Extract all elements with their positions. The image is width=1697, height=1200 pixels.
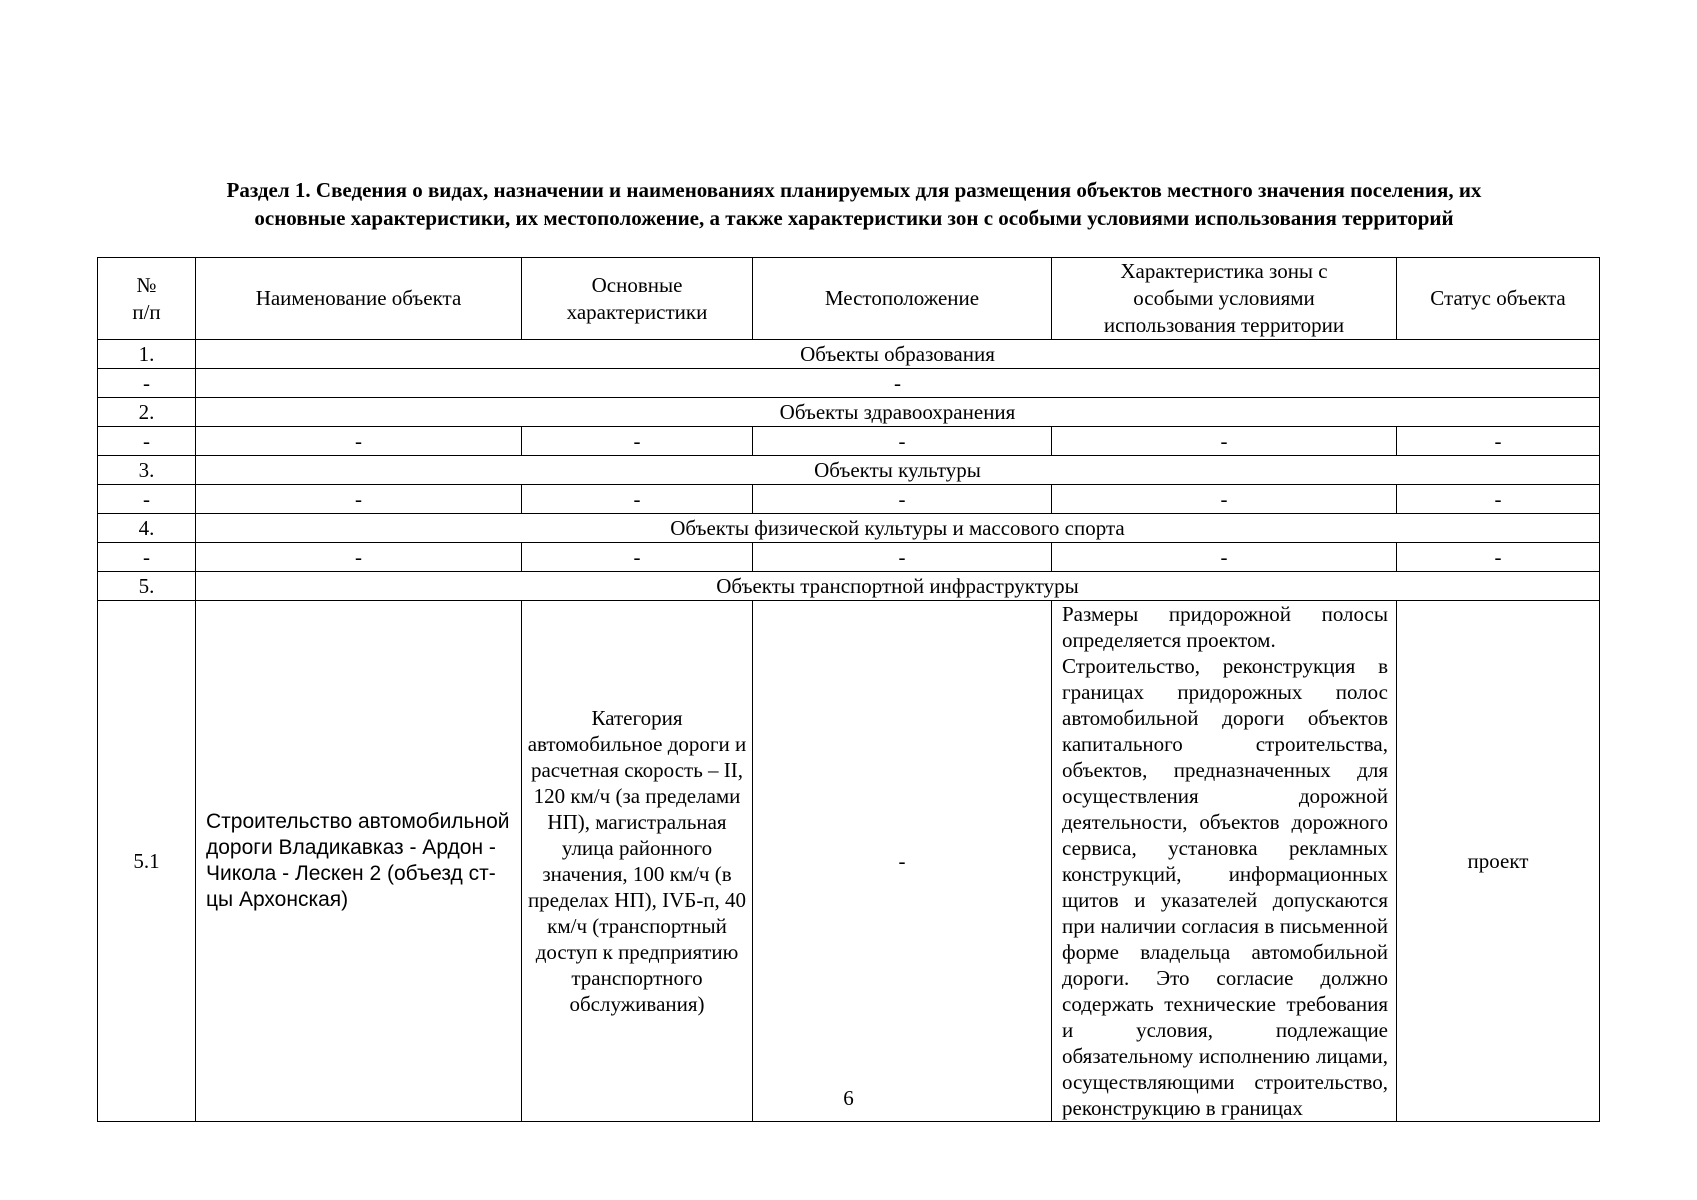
section-num: 1.: [98, 340, 196, 369]
zone-paragraph-2: Строительство, реконструкция в границах придорожных полос автомобильной дороги объектов капитального строительства, объектов, предназначенных для осуществления дорожной деятельности, объектов дорожного сервиса, установка рекламных конструкций, информационных щитов и указателей допускаются при наличии согласия в письменной форме владельца автомобильной дороги. Это согласие должно содержать технические требования и условия, подлежащие обязательному исполнению лицами, осуществляющими строительство, реконструкцию в границах: [1062, 654, 1388, 1120]
section-row: [98, 514, 1600, 543]
dash-cell: -: [98, 485, 196, 514]
dash-cell: -: [522, 543, 753, 572]
dash-cell: -: [753, 427, 1052, 456]
dash-cell: -: [196, 543, 522, 572]
header-zone: Характеристика зоны с особыми условиями использования территории: [1052, 258, 1397, 340]
dash-cell: -: [98, 543, 196, 572]
dash-cell: -: [1397, 427, 1600, 456]
page-number: 6: [843, 1086, 854, 1110]
heading-line-1: Раздел 1. Сведения о видах, назначении и наименованиях планируемых для размещения объектов местного значения поселения, их: [226, 178, 1482, 202]
dash-cell: -: [522, 485, 753, 514]
dash-cell: -: [753, 485, 1052, 514]
row-num: 5.1: [98, 601, 196, 1122]
section-row: [98, 340, 1600, 369]
section-title: Объекты здравоохранения: [196, 398, 1600, 427]
object-status: проект: [1397, 601, 1600, 1122]
zone-paragraph-1: Размеры придорожной полосы определяется проектом.: [1062, 602, 1388, 652]
section-num: 3.: [98, 456, 196, 485]
dash-cell: -: [196, 369, 1600, 398]
object-location: -: [753, 601, 1052, 1122]
section-row: [98, 398, 1600, 427]
dash-cell: -: [98, 369, 196, 398]
dash-cell: -: [1397, 485, 1600, 514]
table-row: [98, 601, 1600, 1122]
section-heading: [110, 176, 1598, 232]
object-name: Строительство автомобильной дороги Владикавказ - Ардон - Чикола - Лескен 2 (объезд ст-цы Архонская): [196, 601, 522, 1122]
dash-cell: -: [522, 427, 753, 456]
section-title: Объекты образования: [196, 340, 1600, 369]
section-title: Объекты физической культуры и массового спорта: [196, 514, 1600, 543]
dash-cell: -: [1397, 543, 1600, 572]
empty-row: [98, 427, 1600, 456]
dash-cell: -: [196, 427, 522, 456]
object-zone: [1052, 601, 1397, 1122]
object-characteristics: Категория автомобильное дороги и расчетная скорость – II, 120 км/ч (за пределами НП), магистральная улица районного значения, 100 км/ч (в пределах НП), IVБ-п, 40 км/ч (транспортный доступ к предприятию транспортного обслуживания): [522, 601, 753, 1122]
header-num: № п/п: [98, 258, 196, 340]
section-row: [98, 456, 1600, 485]
dash-cell: -: [1052, 485, 1397, 514]
header-characteristics: Основные характеристики: [522, 258, 753, 340]
header-location: Местоположение: [753, 258, 1052, 340]
empty-row: [98, 369, 1600, 398]
header-status: Статус объекта: [1397, 258, 1600, 340]
section-row: [98, 572, 1600, 601]
empty-row: [98, 485, 1600, 514]
dash-cell: -: [753, 543, 1052, 572]
table-header-row: [98, 258, 1600, 340]
section-num: 2.: [98, 398, 196, 427]
dash-cell: -: [1052, 427, 1397, 456]
header-name: Наименование объекта: [196, 258, 522, 340]
section-num: 5.: [98, 572, 196, 601]
dash-cell: -: [1052, 543, 1397, 572]
section-title: Объекты транспортной инфраструктуры: [196, 572, 1600, 601]
dash-cell: -: [98, 427, 196, 456]
objects-table: [97, 257, 1600, 1122]
dash-cell: -: [196, 485, 522, 514]
empty-row: [98, 543, 1600, 572]
section-title: Объекты культуры: [196, 456, 1600, 485]
heading-line-2: основные характеристики, их местоположение, а также характеристики зон с особыми условиями использования территорий: [254, 206, 1454, 230]
section-num: 4.: [98, 514, 196, 543]
